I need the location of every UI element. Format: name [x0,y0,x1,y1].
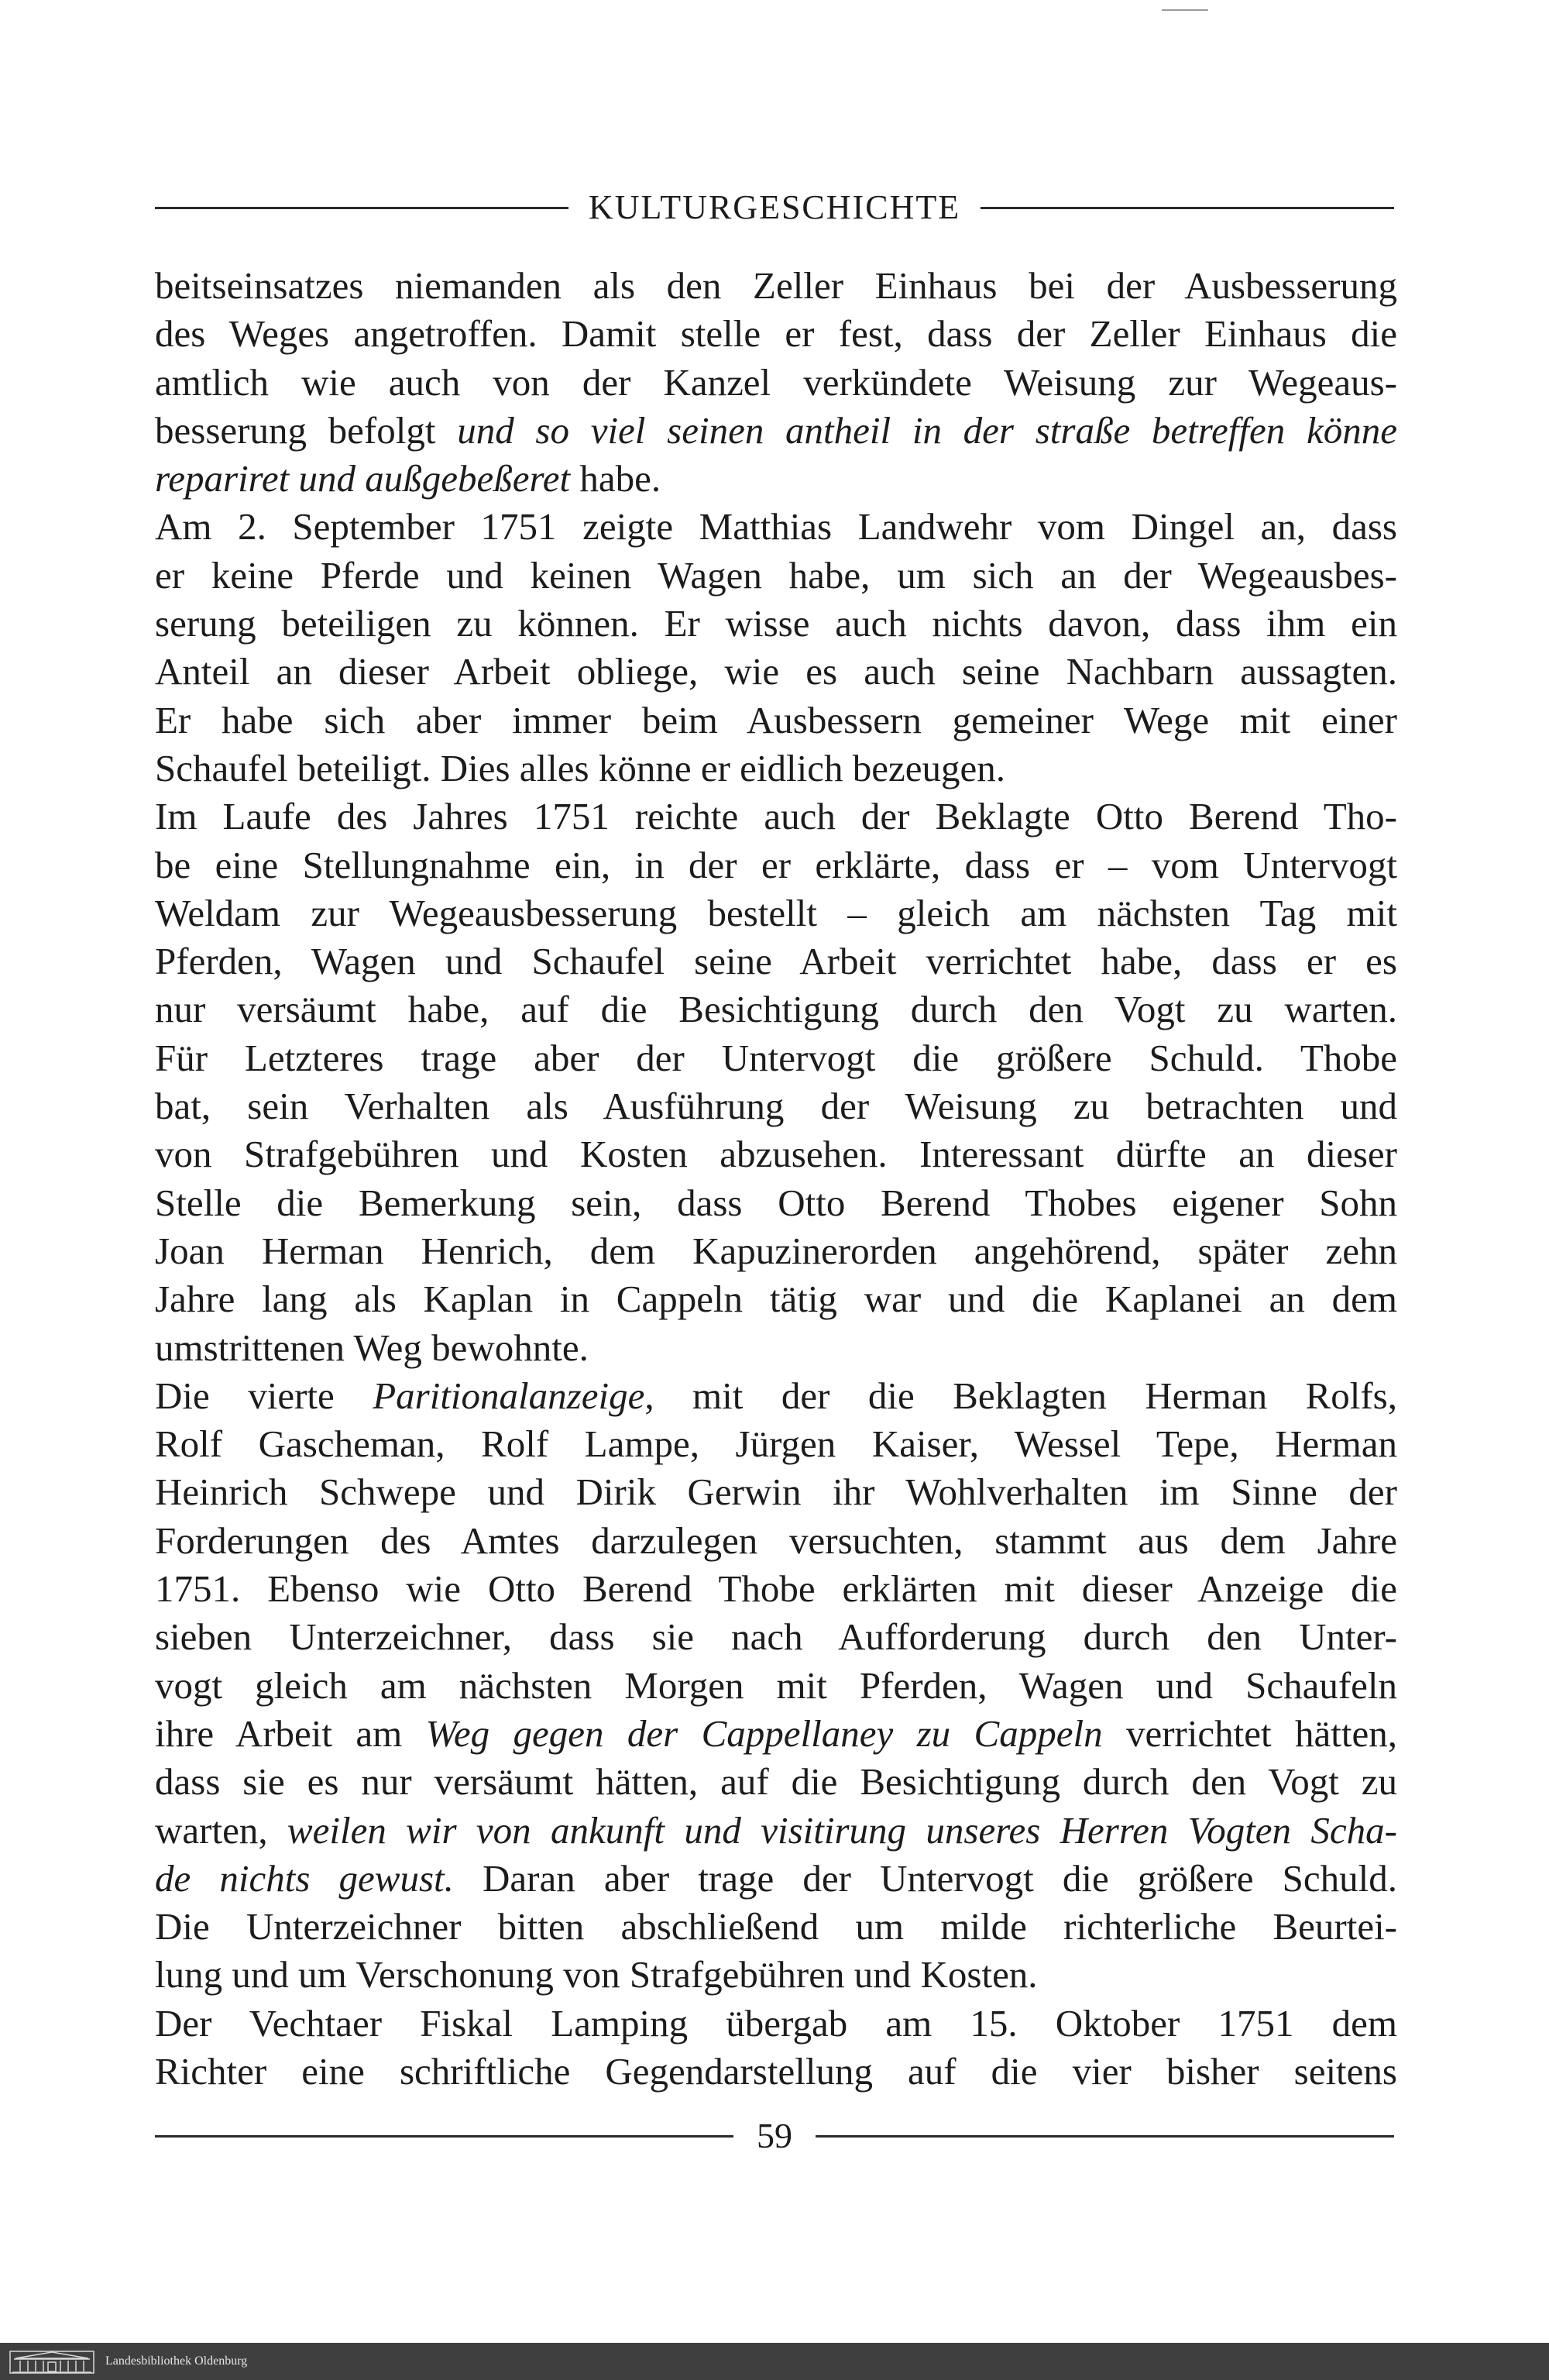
text-run: bat, sein Verhalten als Ausführung der Weisung zu betrachten und [155,1085,1397,1128]
text-run: verrichtet hätten, [1102,1711,1397,1755]
footer-rule-right [816,2135,1394,2138]
text-line [155,2048,1397,2096]
text-run: warten, [155,1808,287,1852]
italic-quote: und so viel seinen antheil in der straße betreffen könne [457,408,1397,452]
text-run: Anteil an dieser Arbeit obliege, wie es auch seine Nachbarn aussagten. [155,650,1397,693]
text-line [155,600,1397,648]
italic-quote: repariret und außgebeßeret [155,457,571,500]
text-run: er keine Pferde und keinen Wagen habe, um sich an der Wegeausbes- [155,553,1397,597]
text-run: Joan Herman Henrich, dem Kapuzinerorden angehörend, später zehn [155,1229,1397,1272]
text-run: lung und um Verschonung von Strafgebühren und Kosten. [155,1953,1038,1997]
text-line [155,359,1397,407]
text-line [155,745,1397,793]
text-run: dass sie es nur versäumt hätten, auf die Besichtigung durch den Vogt zu [155,1760,1397,1804]
text-run: ihre Arbeit am [155,1711,426,1755]
italic-quote: de nichts gewust. [155,1856,454,1900]
text-line [155,1855,1397,1903]
text-line [155,841,1397,889]
text-run: des Weges angetroffen. Damit stelle er fest, dass der Zeller Einhaus die [155,312,1397,356]
text-run: Die vierte [155,1374,373,1417]
italic-quote: Paritionalanzeige [373,1374,645,1417]
text-run: Die Unterzeichner bitten abschließend um milde richterliche Beurtei- [155,1905,1397,1948]
text-run: be eine Stellungnahme ein, in der er erklärte, dass er – vom Untervogt [155,843,1397,886]
text-run: vogt gleich am nächsten Morgen mit Pferden, Wagen und Schaufeln [155,1663,1397,1707]
library-building-icon [9,2348,94,2375]
page-number: 59 [757,2116,792,2155]
text-run: Für Letzteres trage aber der Untervogt die größere Schuld. Thobe [155,1036,1397,1079]
text-run: Er habe sich aber immer beim Ausbessern gemeiner Wege mit einer [155,698,1397,741]
text-run: Forderungen des Amtes darzulegen versuchten, stammt aus dem Jahre [155,1518,1397,1562]
text-line [155,1807,1397,1855]
italic-quote: Weg gegen der Cappellaney zu Cappeln [425,1711,1103,1755]
text-line [155,1227,1397,1275]
text-line [155,1613,1397,1661]
text-line [155,455,1397,503]
text-run: Heinrich Schwepe und Dirik Gerwin ihr Wohlverhalten im Sinne der [155,1470,1397,1514]
text-run: sieben Unterzeichner, dass sie nach Aufforderung durch den Unter- [155,1615,1397,1659]
text-run: Richter eine schriftliche Gegendarstellung auf die vier bisher seitens [155,2049,1397,2093]
text-line [155,1565,1397,1613]
text-line [155,552,1397,600]
header-rule-right [981,207,1394,209]
text-line [155,1468,1397,1516]
page-footer [155,2109,1394,2163]
text-run: Der Vechtaer Fiskal Lamping übergab am 15. Oktober 1751 dem [155,2001,1397,2045]
text-line [155,503,1397,551]
footer-rule-left [155,2135,733,2138]
text-line [155,1903,1397,1951]
library-footer-bar [0,2343,1549,2380]
italic-quote: weilen wir von ankunft und visitirung unseres Herren Vogten Scha- [287,1808,1397,1852]
text-line [155,1517,1397,1565]
text-run: Am 2. September 1751 zeigte Matthias Landwehr vom Dingel an, dass [155,505,1397,549]
body-text [155,262,1397,2096]
text-run: , mit der die Beklagten Herman Rolfs, [644,1374,1397,1417]
text-run: Weldam zur Wegeausbesserung bestellt – gleich am nächsten Tag mit [155,891,1397,934]
scan-edge-mark [1162,9,1208,11]
text-run: Rolf Gascheman, Rolf Lampe, Jürgen Kaiser, Wessel Tepe, Herman [155,1422,1397,1466]
text-line [155,1130,1397,1178]
text-line [155,2000,1397,2048]
text-run: Daran aber trage der Untervogt die größere Schuld. [453,1856,1397,1900]
text-line [155,1710,1397,1758]
text-run: habe. [570,457,661,500]
text-line [155,310,1397,358]
text-line [155,262,1397,310]
text-line [155,1758,1397,1806]
text-run: Jahre lang als Kaplan in Cappeln tätig war und die Kaplanei an dem [155,1278,1397,1321]
text-run: von Strafgebühren und Kosten abzusehen. Interessant dürfte an dieser [155,1133,1397,1176]
text-line [155,407,1397,455]
running-head: KULTURGESCHICHTE [588,188,961,226]
text-run: serung beteiligen zu können. Er wisse auch nichts davon, dass ihm ein [155,602,1397,645]
text-run: umstrittenen Weg bewohnte. [155,1326,589,1369]
text-line [155,1179,1397,1227]
text-line [155,1372,1397,1420]
text-run: beitseinsatzes niemanden als den Zeller Einhaus bei der Ausbesserung [155,264,1397,307]
text-run: besserung befolgt [155,408,458,452]
text-run: amtlich wie auch von der Kanzel verkündete Weisung zur Wegeaus- [155,360,1397,404]
text-run: nur versäumt habe, auf die Besichtigung durch den Vogt zu warten. [155,988,1397,1031]
text-run: Pferden, Wagen und Schaufel seine Arbeit verrichtet habe, dass er es [155,940,1397,983]
text-line [155,1951,1397,1999]
text-run: Schaufel beteiligt. Dies alles könne er eidlich bezeugen. [155,746,1006,789]
text-run: Stelle die Bemerkung sein, dass Otto Berend Thobes eigener Sohn [155,1181,1397,1224]
text-line [155,1034,1397,1082]
text-line [155,985,1397,1034]
text-line [155,696,1397,745]
page-header [155,184,1394,231]
text-line [155,793,1397,841]
text-line [155,1275,1397,1323]
text-line [155,1420,1397,1468]
text-line [155,937,1397,985]
text-line [155,1082,1397,1130]
text-line [155,1324,1397,1372]
text-run: Im Laufe des Jahres 1751 reichte auch der Beklagte Otto Berend Tho- [155,795,1397,838]
text-run: 1751. Ebenso wie Otto Berend Thobe erklärten mit dieser Anzeige die [155,1567,1397,1611]
text-line [155,889,1397,937]
text-line [155,1662,1397,1710]
text-line [155,648,1397,696]
library-name: Landesbibliothek Oldenburg [105,2354,248,2368]
header-rule-left [155,207,568,209]
